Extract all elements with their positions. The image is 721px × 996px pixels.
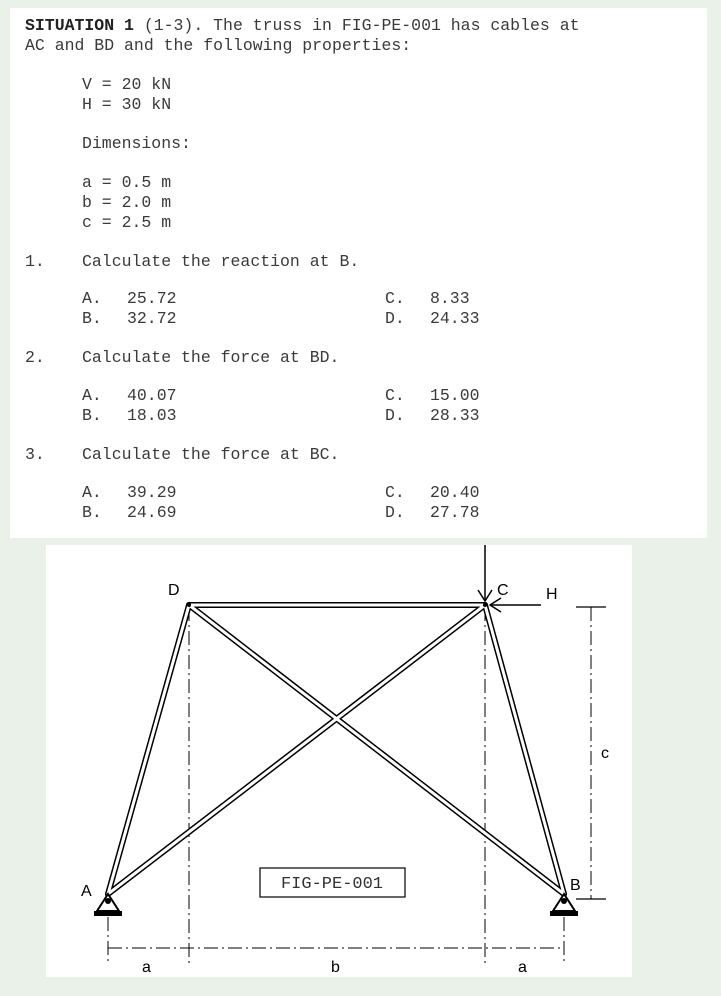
member-ad-fill xyxy=(108,605,189,894)
dimension-c: c = 2.5 m xyxy=(82,213,172,232)
support-a-pin xyxy=(105,898,111,904)
question-text: Calculate the force at BD. xyxy=(82,348,340,367)
question-number: 2. xyxy=(25,348,45,367)
node-label-d: D xyxy=(168,582,180,599)
choice-letter: D. xyxy=(385,309,405,328)
load-v-arrow xyxy=(478,545,492,601)
node-d-pin xyxy=(187,603,191,607)
member-cb-fill xyxy=(485,605,564,894)
dimension-b: b = 2.0 m xyxy=(82,193,172,212)
choice-letter: B. xyxy=(82,503,102,522)
choice-letter: D. xyxy=(385,406,405,425)
dim-label-b: b xyxy=(331,959,340,976)
choice-letter: C. xyxy=(385,386,405,405)
choice-letter: C. xyxy=(385,289,405,308)
truss-figure xyxy=(46,545,632,977)
choice-value: 24.33 xyxy=(430,309,480,328)
member-fill xyxy=(108,605,564,894)
heading-text-line2: AC and BD and the following properties: xyxy=(25,36,412,55)
choice-value: 25.72 xyxy=(127,289,177,308)
load-v: V = 20 kN xyxy=(82,75,172,94)
figure-caption: FIG-PE-001 xyxy=(280,875,384,894)
dim-label-a-left: a xyxy=(142,959,151,976)
cable-bd-fill xyxy=(189,605,564,894)
choice-value: 27.78 xyxy=(430,503,480,522)
cable-ac-fill xyxy=(108,605,485,894)
support-a-base xyxy=(94,911,122,916)
dimensions-label: Dimensions: xyxy=(82,134,191,153)
load-h: H = 30 kN xyxy=(82,95,172,114)
choice-value: 39.29 xyxy=(127,483,177,502)
support-a xyxy=(94,894,122,916)
problem-heading xyxy=(25,16,580,36)
choice-value: 32.72 xyxy=(127,309,177,328)
choice-value: 18.03 xyxy=(127,406,177,425)
problem-sheet xyxy=(10,8,707,538)
support-b-pin xyxy=(561,898,567,904)
choice-letter: D. xyxy=(385,503,405,522)
choice-value: 15.00 xyxy=(430,386,480,405)
truss-diagram xyxy=(46,545,632,977)
question-text: Calculate the reaction at B. xyxy=(82,252,360,271)
force-label-h: H xyxy=(546,586,558,603)
situation-label: SITUATION 1 xyxy=(25,16,134,35)
question-number: 1. xyxy=(25,252,45,271)
choice-letter: A. xyxy=(82,386,102,405)
node-c-pin xyxy=(483,603,487,607)
choice-letter: C. xyxy=(385,483,405,502)
load-h-arrow xyxy=(490,598,541,612)
choice-value: 8.33 xyxy=(430,289,470,308)
choice-letter: B. xyxy=(82,309,102,328)
node-label-a: A xyxy=(81,883,92,900)
question-text: Calculate the force at BC. xyxy=(82,445,340,464)
node-label-c: C xyxy=(497,582,509,599)
node-label-b: B xyxy=(570,877,581,894)
choice-value: 24.69 xyxy=(127,503,177,522)
support-b-base xyxy=(550,911,578,916)
dim-label-a-right: a xyxy=(518,959,527,976)
heading-text: (1-3). The truss in FIG-PE-001 has cables at xyxy=(133,16,580,35)
support-b xyxy=(550,894,578,916)
choice-value: 28.33 xyxy=(430,406,480,425)
choice-value: 40.07 xyxy=(127,386,177,405)
choice-letter: B. xyxy=(82,406,102,425)
dim-label-c: c xyxy=(601,745,609,762)
question-number: 3. xyxy=(25,445,45,464)
dimension-a: a = 0.5 m xyxy=(82,173,172,192)
choice-letter: A. xyxy=(82,483,102,502)
choice-value: 20.40 xyxy=(430,483,480,502)
extension-lines xyxy=(108,607,591,965)
truss-members xyxy=(108,605,564,894)
choice-letter: A. xyxy=(82,289,102,308)
